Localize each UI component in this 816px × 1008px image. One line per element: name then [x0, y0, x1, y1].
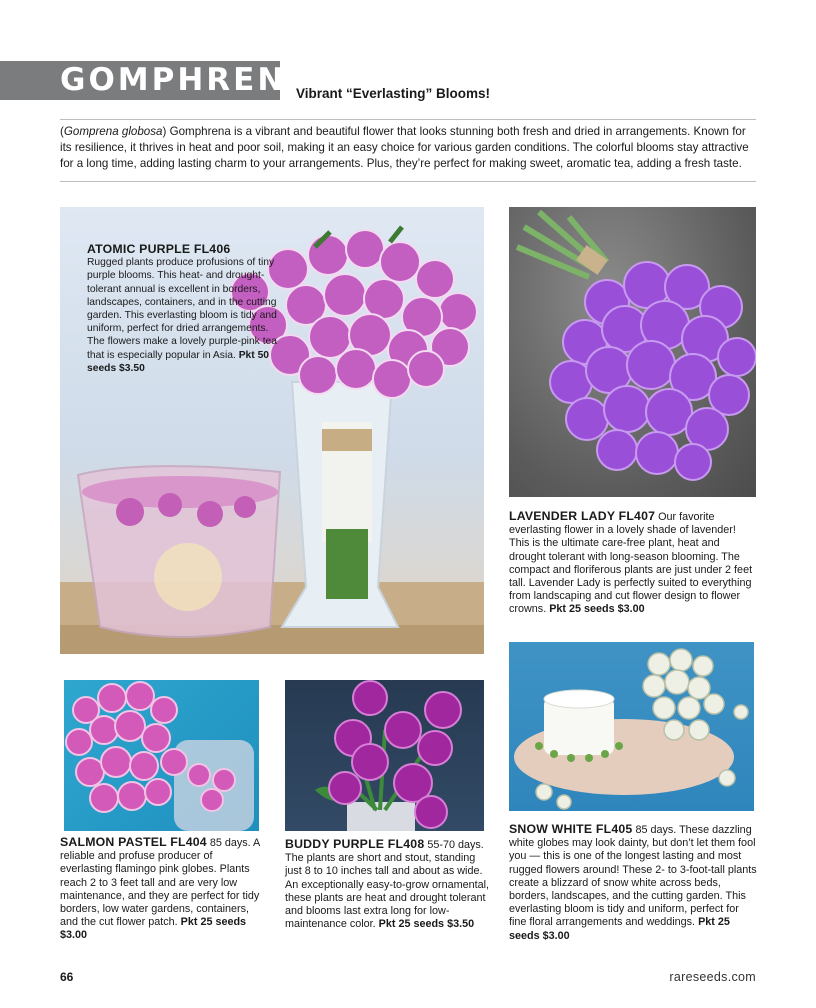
snow-white-body: 85 days. These dazzling white globes may look dainty, but don’t let them fool you — this is one of the longest lasting and most rugged flowers around! These 2- to 3-foot-tall plants create a blizzard of snow white across beds, borders, landscapes, and the cutting garden. This everlasting bloom is tidy and uniform, perfect for fine floral arrangements and weddings.: [509, 824, 757, 929]
website-link[interactable]: rareseeds.com: [669, 970, 756, 984]
atomic-purple-price: Pkt 50 seeds $3.50: [87, 349, 270, 374]
lavender-lady-description: [509, 510, 757, 617]
buddy-purple-body: 55-70 days. The plants are short and stout, standing just 8 to 10 inches tall and about as wide. An exceptionally easy-to-grow ornamental, these plants are heat and drought tolerant and blooms last extra long for low-maintenance color.: [285, 839, 490, 931]
page-title: GOMPHRENA: [60, 62, 314, 98]
salmon-pastel-photo: [64, 680, 259, 831]
title-banner: [0, 61, 314, 100]
intro-paragraph: [60, 124, 756, 172]
intro-open-paren: (: [60, 125, 64, 138]
intro-text: ) Gomphrena is a vibrant and beautiful flower that looks stunning both fresh and dried in arrangements. Known for its resilience, it thrives in heat and poor soil, making it an easy choice for various garden conditions. The colorful blooms stay attractive for a long time, adding lasting charm to your arrangements. Plus, they’re perfect for making sweet, aromatic tea, adding a fresh taste.: [60, 125, 749, 170]
page-number: 66: [60, 970, 74, 984]
salmon-pastel-body: 85 days. A reliable and profuse producer of everlasting flamingo pink globes. Plants reach 2 to 3 feet tall and are very low maintenance, and they are perfect for tidy borders, low water gardens, containers, and the cut flower patch.: [60, 837, 260, 929]
salmon-pastel-description: [60, 836, 260, 943]
page-tagline: Vibrant “Everlasting” Blooms!: [296, 86, 491, 101]
buddy-purple-description: [285, 838, 490, 931]
salmon-pastel-title: SALMON PASTEL FL404: [60, 835, 207, 849]
snow-white-photo: [509, 642, 754, 811]
snow-white-title: SNOW WHITE FL405: [509, 822, 633, 836]
atomic-purple-title: ATOMIC PURPLE FL406: [87, 242, 231, 256]
buddy-purple-price: Pkt 25 seeds $3.50: [378, 918, 475, 931]
lavender-lady-price: Pkt 25 seeds $3.00: [549, 603, 645, 616]
lavender-lady-body: Our favorite everlasting flower in a lovely shade of lavender! This is the ultimate care-free plant, heat and drought tolerant with long-season blooming. The compact and floriferous plants are just under 2 feet tall. Lavender Lady is perfectly suited to everything from landscaping and cut flower design to flower crowns.: [509, 511, 753, 616]
divider-bottom: [60, 181, 756, 182]
salmon-pastel-price: Pkt 25 seeds $3.00: [60, 916, 247, 942]
lavender-lady-title: LAVENDER LADY FL407: [509, 509, 656, 523]
snow-white-description: [509, 823, 757, 943]
buddy-purple-photo: [285, 680, 484, 831]
buddy-purple-title: BUDDY PURPLE FL408: [285, 837, 425, 851]
latin-name: Gomprena globosa: [63, 125, 163, 138]
atomic-purple-body: Rugged plants produce profusions of tiny purple blooms. This heat- and drought-tolerant annual is excellent in borders, landscapes, containers, and in the cutting garden. This everlasting bloom is tidy and uniform, perfect for dried arrangements. The flowers make a lovely purple-pink tea that is especially popular in Asia.: [87, 257, 278, 361]
divider-top: [60, 119, 756, 120]
lavender-lady-photo: [509, 207, 756, 497]
snow-white-price: Pkt 25 seeds $3.00: [509, 916, 730, 942]
atomic-purple-description: [87, 243, 287, 375]
